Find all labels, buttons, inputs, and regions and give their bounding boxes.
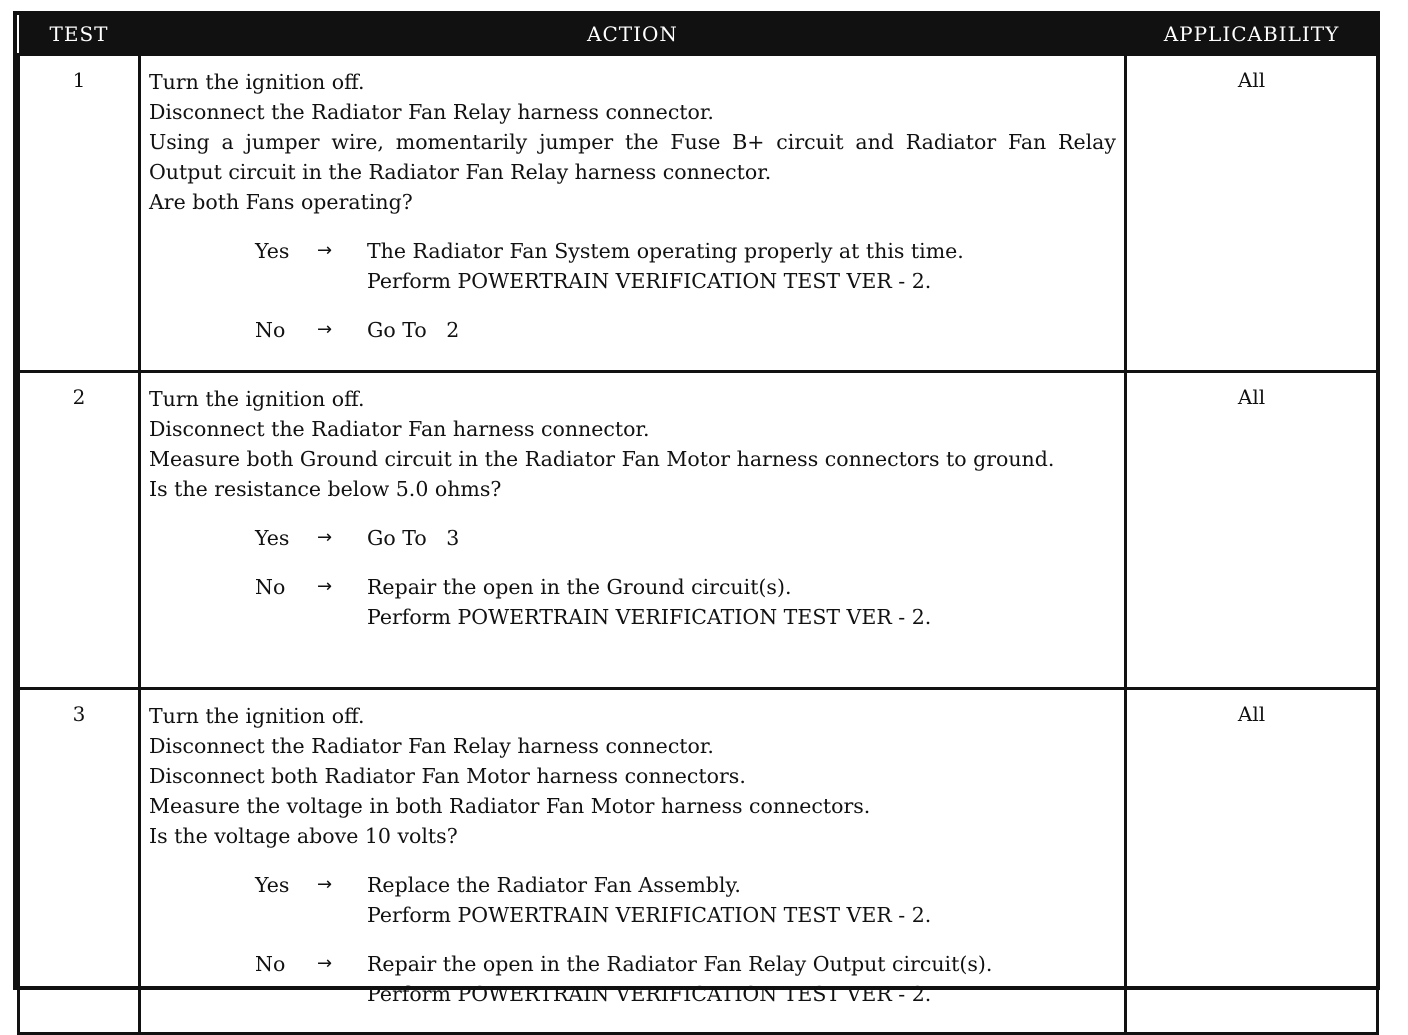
answer-yes — [149, 870, 1116, 930]
step-text: Disconnect the Radiator Fan Relay harness connector. — [149, 734, 714, 758]
yes-result — [367, 523, 1116, 553]
test-number: 2 — [19, 372, 140, 689]
result-line: Perform POWERTRAIN VERIFICATION TEST VER - 2. — [367, 605, 932, 629]
applicability-value: All — [1126, 55, 1378, 372]
yes-result — [367, 870, 1116, 930]
test-table — [17, 15, 1379, 1035]
question-text: Is the voltage above 10 volts? — [149, 824, 458, 848]
applicability-value: All — [1126, 372, 1378, 689]
no-result — [367, 315, 1116, 345]
result-line: Replace the Radiator Fan Assembly. — [367, 873, 741, 897]
header-test: TEST — [19, 15, 140, 55]
table-row — [19, 372, 1378, 689]
step-text: Disconnect the Radiator Fan Relay harness connector. — [149, 100, 714, 124]
applicability-value: All — [1126, 689, 1378, 1034]
table-header-row — [19, 15, 1378, 55]
answer-no — [149, 315, 1116, 345]
header-action: ACTION — [140, 15, 1126, 55]
answer-yes — [149, 523, 1116, 553]
step-text: Disconnect both Radiator Fan Motor harness connectors. — [149, 764, 746, 788]
result-line: Go To 2 — [367, 318, 460, 342]
result-line: Perform POWERTRAIN VERIFICATION TEST VER - 2. — [367, 903, 932, 927]
no-label: No — [255, 575, 286, 599]
arrow-right-icon: → — [317, 240, 333, 261]
step-text: Turn the ignition off. — [149, 387, 365, 411]
header-applicability: APPLICABILITY — [1126, 15, 1378, 55]
result-line: Perform POWERTRAIN VERIFICATION TEST VER - 2. — [367, 982, 932, 1006]
test-number: 1 — [19, 55, 140, 372]
step-text: Disconnect the Radiator Fan harness connector. — [149, 417, 650, 441]
diagnostic-test-table — [13, 11, 1380, 1006]
answer-no — [149, 949, 1116, 1009]
table-row — [19, 689, 1378, 1034]
yes-label: Yes — [255, 239, 290, 263]
yes-result — [367, 236, 1116, 296]
table-row — [19, 55, 1378, 372]
step-text: Turn the ignition off. — [149, 704, 365, 728]
question-text: Is the resistance below 5.0 ohms? — [149, 477, 502, 501]
arrow-right-icon: → — [317, 527, 333, 548]
step-text: Turn the ignition off. — [149, 70, 365, 94]
arrow-right-icon: → — [317, 576, 333, 597]
no-result — [367, 572, 1116, 632]
no-label: No — [255, 318, 286, 342]
step-text: Measure the voltage in both Radiator Fan Motor harness connectors. — [149, 794, 871, 818]
test-number: 3 — [19, 689, 140, 1034]
answer-yes — [149, 236, 1116, 296]
answers — [149, 236, 1116, 345]
arrow-right-icon: → — [317, 319, 333, 340]
no-label: No — [255, 952, 286, 976]
step-text: Measure both Ground circuit in the Radiator Fan Motor harness connectors to ground. — [149, 447, 1055, 471]
action-cell — [140, 372, 1126, 689]
answer-no — [149, 572, 1116, 632]
result-line: Go To 3 — [367, 526, 460, 550]
yes-label: Yes — [255, 873, 290, 897]
yes-label: Yes — [255, 526, 290, 550]
arrow-right-icon: → — [317, 953, 333, 974]
result-line: Repair the open in the Ground circuit(s). — [367, 575, 792, 599]
action-cell — [140, 689, 1126, 1034]
result-line: Perform POWERTRAIN VERIFICATION TEST VER - 2. — [367, 269, 932, 293]
question-text: Are both Fans operating? — [149, 190, 413, 214]
answers — [149, 870, 1116, 1009]
no-result — [367, 949, 1116, 1009]
result-line: The Radiator Fan System operating properly at this time. — [367, 239, 964, 263]
answers — [149, 523, 1116, 632]
step-text: Using a jumper wire, momentarily jumper the Fuse B+ circuit and Radiator Fan Relay Output circuit in the Radiator Fan Relay harness connector. — [149, 130, 1116, 184]
result-line: Repair the open in the Radiator Fan Relay Output circuit(s). — [367, 952, 993, 976]
action-cell — [140, 55, 1126, 372]
arrow-right-icon: → — [317, 874, 333, 895]
